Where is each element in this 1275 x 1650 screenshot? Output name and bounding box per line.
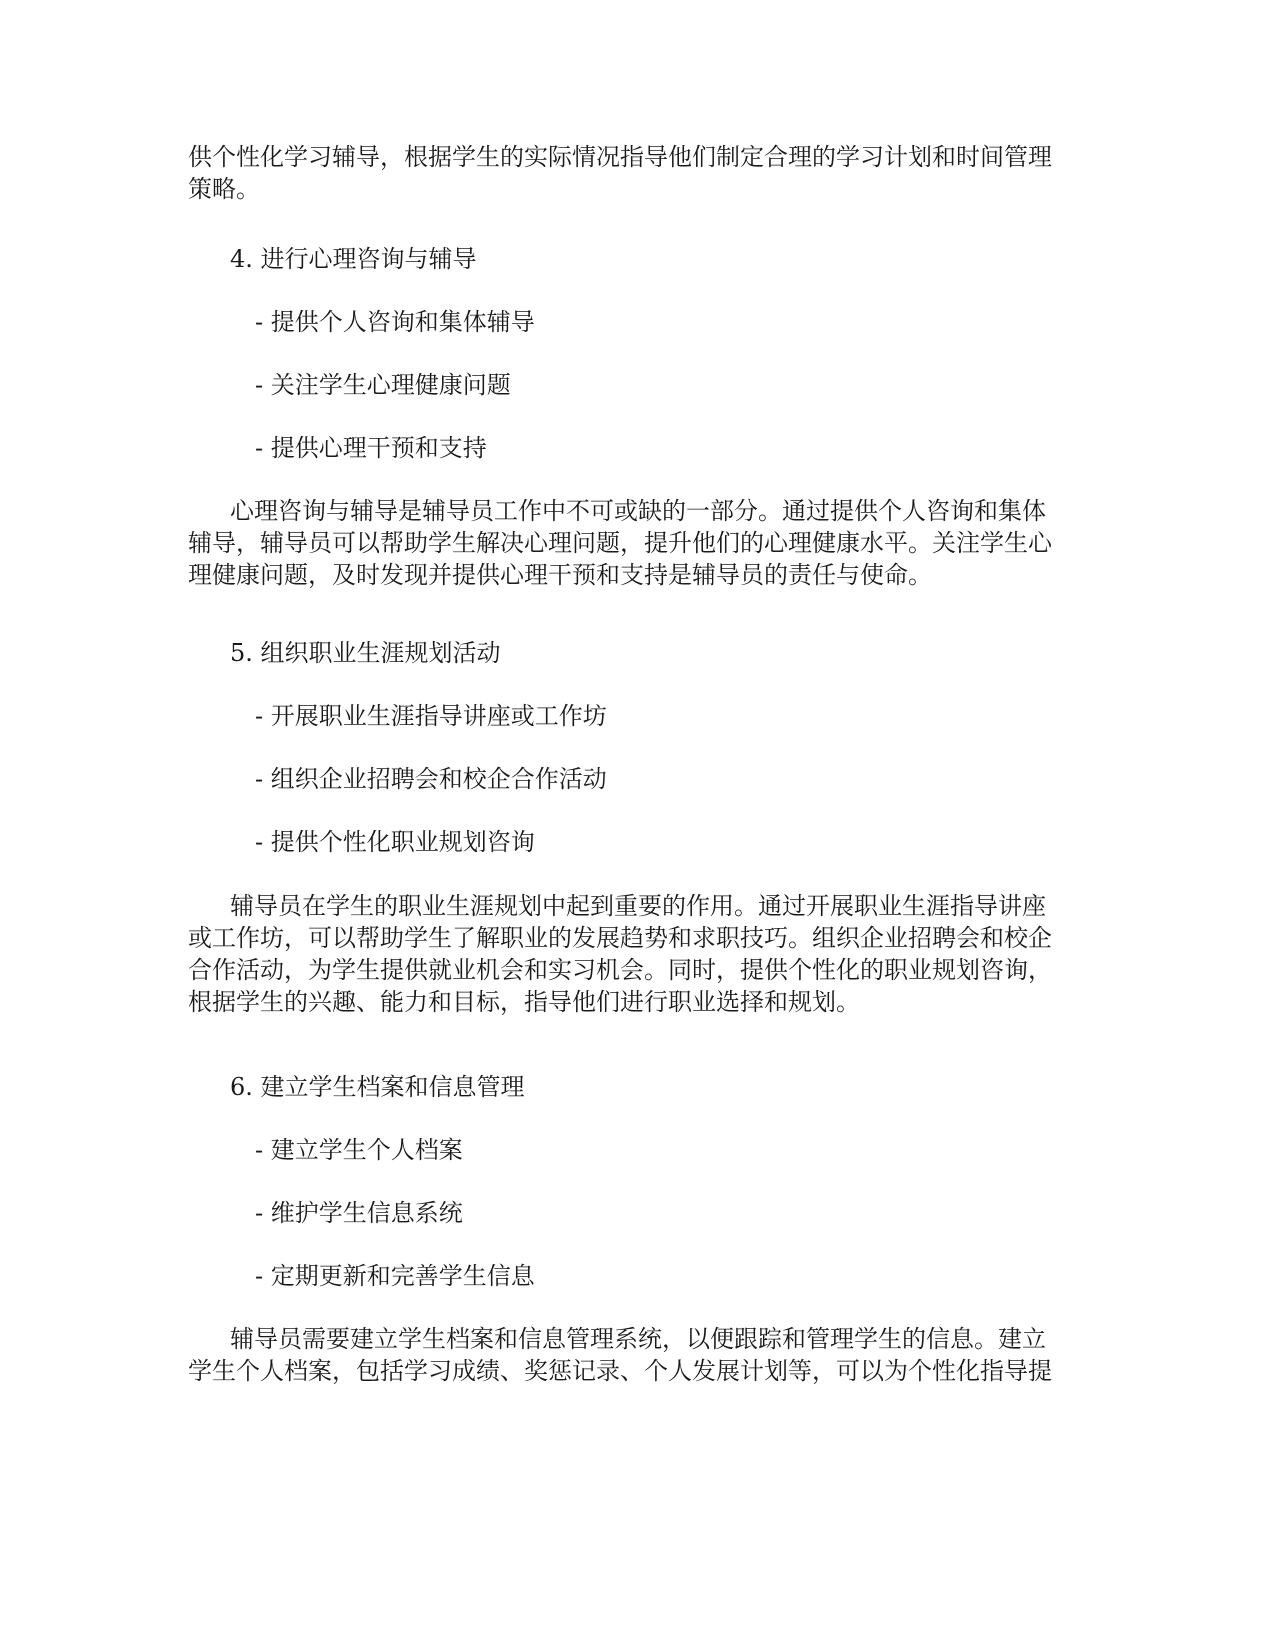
paragraph-line: 辅导，辅导员可以帮助学生解决心理问题，提升他们的心理健康水平。关注学生心 [188,529,1052,557]
paragraph-line: 根据学生的兴趣、能力和目标，指导他们进行职业选择和规划。 [188,988,860,1016]
section-4-paragraph [188,495,1088,591]
paragraph-line: 理健康问题，及时发现并提供心理干预和支持是辅导员的责任与使命。 [188,561,932,589]
section-5-bullet-1: - 开展职业生涯指导讲座或工作坊 [255,702,607,730]
section-4-bullet-3: - 提供心理干预和支持 [255,434,487,462]
section-5-bullet-3: - 提供个性化职业规划咨询 [255,828,535,856]
paragraph-line: 策略。 [188,175,260,203]
paragraph-line: 心理咨询与辅导是辅导员工作中不可或缺的一部分。通过提供个人咨询和集体 [230,497,1046,525]
section-4-bullet-2: - 关注学生心理健康问题 [255,371,511,399]
section-5-heading: 5. 组织职业生涯规划活动 [230,639,501,667]
section-6-bullet-1: - 建立学生个人档案 [255,1136,463,1164]
section-6-bullet-2: - 维护学生信息系统 [255,1199,463,1227]
section-6-paragraph [188,1323,1088,1387]
paragraph-line: 供个性化学习辅导，根据学生的实际情况指导他们制定合理的学习计划和时间管理 [188,143,1052,171]
paragraph-line: 或工作坊，可以帮助学生了解职业的发展趋势和求职技巧。组织企业招聘会和校企 [188,924,1052,952]
section-5-paragraph [188,890,1088,1018]
paragraph-line: 学生个人档案，包括学习成绩、奖惩记录、个人发展计划等，可以为个性化指导提 [188,1357,1052,1385]
paragraph-line: 合作活动，为学生提供就业机会和实习机会。同时，提供个性化的职业规划咨询， [188,956,1052,984]
intro-continuation-paragraph [188,141,1088,205]
section-4-bullet-1: - 提供个人咨询和集体辅导 [255,308,535,336]
section-6-heading: 6. 建立学生档案和信息管理 [230,1073,525,1101]
paragraph-line: 辅导员需要建立学生档案和信息管理系统，以便跟踪和管理学生的信息。建立 [230,1325,1046,1353]
section-4-heading: 4. 进行心理咨询与辅导 [230,245,477,273]
section-6-bullet-3: - 定期更新和完善学生信息 [255,1262,535,1290]
paragraph-line: 辅导员在学生的职业生涯规划中起到重要的作用。通过开展职业生涯指导讲座 [230,892,1046,920]
section-5-bullet-2: - 组织企业招聘会和校企合作活动 [255,765,607,793]
